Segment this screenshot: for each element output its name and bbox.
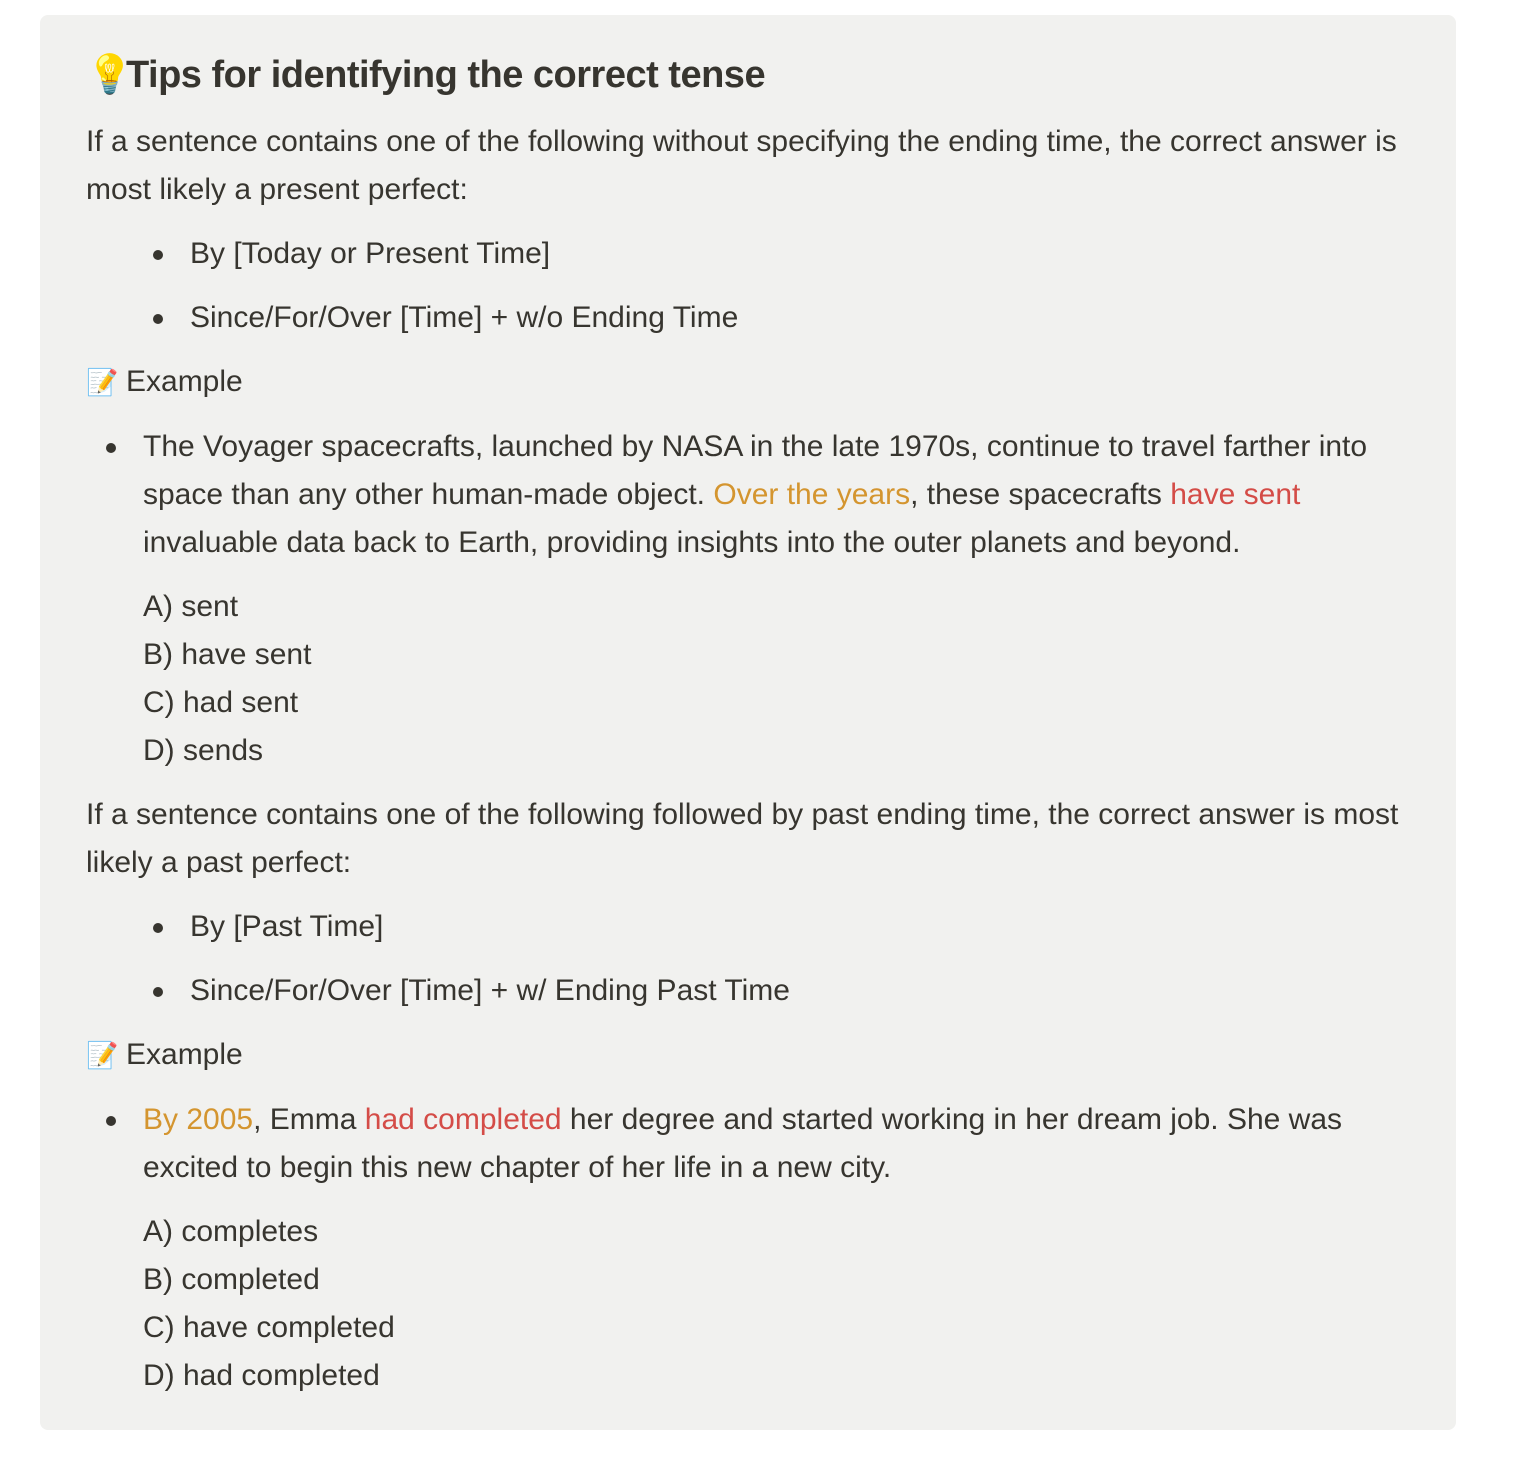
present-perfect-intro: If a sentence contains one of the following without specifying the ending time, the correct answer is most likely a present perfect: xyxy=(86,125,1397,206)
sentence-text: , Emma xyxy=(253,1103,365,1136)
callout-title xyxy=(86,53,765,97)
list-item-text: Since/For/Over [Time] + w/ Ending Past Time xyxy=(190,974,790,1007)
sentence-text: The Voyager spacecrafts, launched by NASA in the late 1970s, continue to travel farther into space than any other human-made object. xyxy=(143,430,1368,511)
list-item-text: By [Today or Present Time] xyxy=(190,237,551,270)
answer-option-b: B) completed xyxy=(143,1263,320,1296)
verb-highlight: have sent xyxy=(1170,478,1301,511)
list-item xyxy=(190,294,738,342)
example-heading xyxy=(86,358,243,406)
answer-option-a: A) sent xyxy=(143,590,239,623)
bullet-icon xyxy=(153,987,163,997)
example-sentence xyxy=(143,1096,1403,1192)
bullet-icon xyxy=(106,443,116,453)
bullet-icon xyxy=(153,250,163,260)
sentence-text: her degree and started working in her dream job. She was excited to begin this new chapter of her life in a new city. xyxy=(143,1103,1343,1184)
answer-option-d: D) had completed xyxy=(143,1359,380,1392)
answer-option-c: C) have completed xyxy=(143,1311,395,1344)
memo-icon: 📝 xyxy=(86,367,119,397)
bullet-icon xyxy=(153,923,163,933)
time-highlight: By 2005 xyxy=(143,1103,254,1136)
example-label: Example xyxy=(126,1038,243,1071)
past-perfect-intro: If a sentence contains one of the following followed by past ending time, the correct answer is most likely a past perfect: xyxy=(86,798,1399,879)
lightbulb-icon: 💡 xyxy=(86,54,133,96)
answer-option-c: C) had sent xyxy=(143,686,299,719)
bullet-icon xyxy=(106,1116,116,1126)
sentence-text: invaluable data back to Earth, providing insights into the outer planets and beyond. xyxy=(143,526,1241,559)
time-highlight: Over the years xyxy=(713,478,911,511)
answer-option-d: D) sends xyxy=(143,734,264,767)
callout-title-text: Tips for identifying the correct tense xyxy=(126,54,766,96)
list-item xyxy=(190,903,383,951)
list-item-text: By [Past Time] xyxy=(190,910,384,943)
list-item xyxy=(190,230,550,278)
bullet-icon xyxy=(153,314,163,324)
tips-callout xyxy=(40,15,1456,1430)
memo-icon: 📝 xyxy=(86,1040,119,1070)
answer-option-b: B) have sent xyxy=(143,638,312,671)
example-sentence xyxy=(143,423,1433,567)
sentence-text: , these spacecrafts xyxy=(910,478,1171,511)
list-item xyxy=(190,967,790,1015)
example-heading xyxy=(86,1031,243,1079)
list-item-text: Since/For/Over [Time] + w/o Ending Time xyxy=(190,301,739,334)
example-label: Example xyxy=(126,365,243,398)
verb-highlight: had completed xyxy=(364,1103,562,1136)
answer-option-a: A) completes xyxy=(143,1215,319,1248)
